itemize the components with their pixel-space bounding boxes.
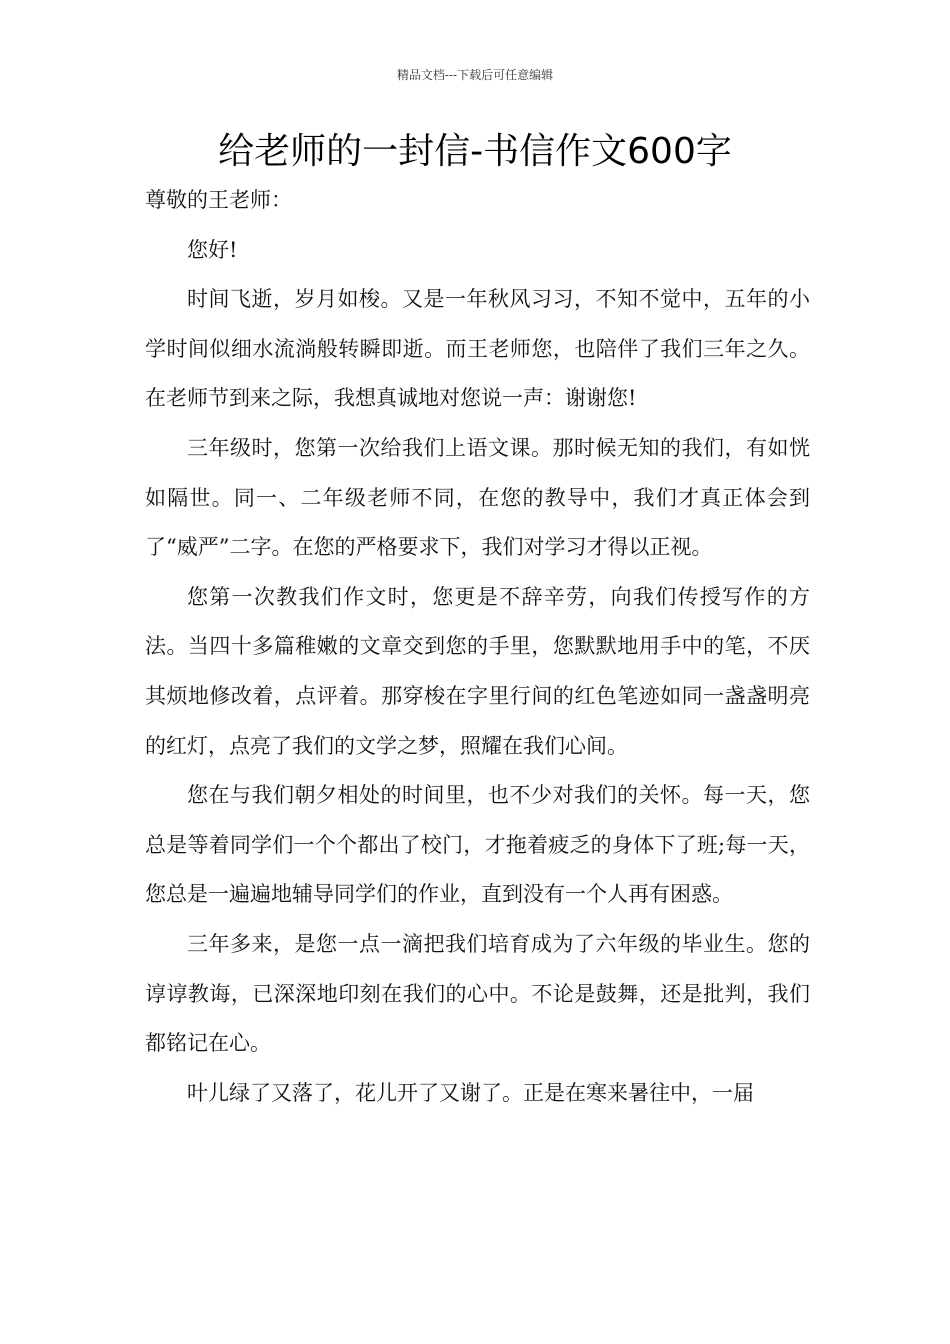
paragraph: 您第一次教我们作文时，您更是不辞辛劳，向我们传授写作的方法。当四十多篇稚嫩的文章交到您的手里，您默默地用手中的笔，不厌其烦地修改着，点评着。那穿梭在字里行间的红色笔迹如同一盏盏明亮的红灯，点亮了我们的文学之梦，照耀在我们心间。: [145, 584, 810, 758]
paragraph: 三年多来，是您一点一滴把我们培育成为了六年级的毕业生。您的谆谆教诲，已深深地印刻在我们的心中。不论是鼓舞，还是批判，我们都铭记在心。: [145, 931, 810, 1056]
paragraph: 您在与我们朝夕相处的时间里，也不少对我们的关怀。每一天，您总是等着同学们一个个都出了校门，才拖着疲乏的身体下了班;每一天，您总是一遍遍地辅导同学们的作业，直到没有一个人再有困惑。: [145, 783, 810, 907]
paragraph-greeting: 您好!: [187, 237, 238, 262]
paragraph: 时间飞逝，岁月如梭。又是一年秋风习习，不知不觉中，五年的小学时间似细水流淌般转瞬即逝。而王老师您，也陪伴了我们三年之久。在老师节到来之际，我想真诚地对您说一声：谢谢您!: [145, 287, 810, 411]
document-title: 给老师的一封信-书信作文600字: [218, 131, 732, 172]
paragraph: 三年级时，您第一次给我们上语文课。那时候无知的我们，有如恍如隔世。同一、二年级老师不同，在您的教导中，我们才真正体会到了“威严”二字。在您的严格要求下，我们对学习才得以正视。: [145, 435, 810, 560]
header-note: 精品文档---下载后可任意编辑: [396, 68, 554, 82]
paragraph: 叶儿绿了又落了，花儿开了又谢了。正是在寒来暑往中，一届: [187, 1080, 754, 1105]
salutation: 尊敬的王老师：: [145, 188, 292, 212]
letter-body: [145, 176, 810, 1118]
